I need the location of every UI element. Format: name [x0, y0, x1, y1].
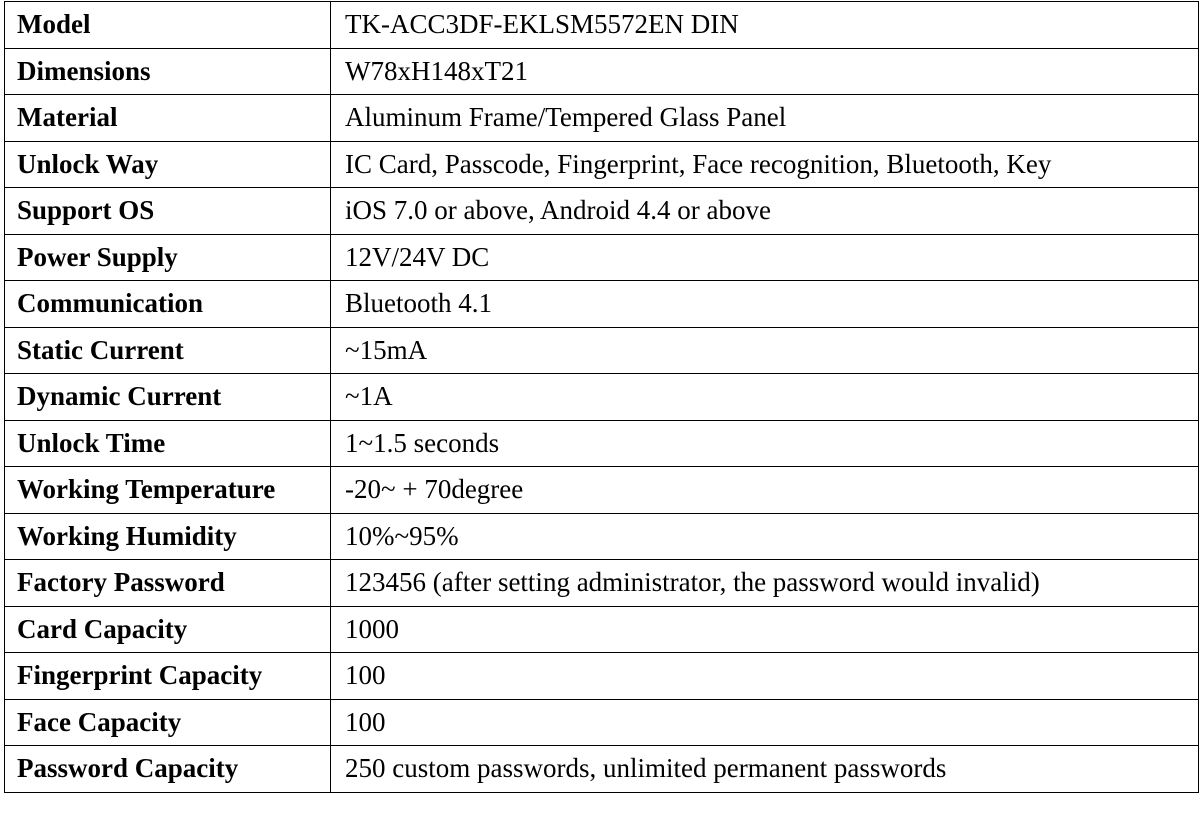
table-row-working-temperature	[5, 467, 1199, 514]
spec-value: -20~ + 70degree	[331, 467, 1199, 514]
spec-table-body	[5, 2, 1199, 793]
spec-label: Power Supply	[5, 234, 331, 281]
spec-label: Static Current	[5, 327, 331, 374]
spec-value: 12V/24V DC	[331, 234, 1199, 281]
table-row-fingerprint-capacity	[5, 653, 1199, 700]
spec-value: Bluetooth 4.1	[331, 281, 1199, 328]
table-row-unlock-time	[5, 420, 1199, 467]
table-row-factory-password	[5, 560, 1199, 607]
spec-value: W78xH148xT21	[331, 48, 1199, 95]
spec-value: 10%~95%	[331, 513, 1199, 560]
table-row-material	[5, 95, 1199, 142]
spec-value: TK-ACC3DF-EKLSM5572EN DIN	[331, 2, 1199, 49]
table-row-dynamic-current	[5, 374, 1199, 421]
spec-value: Aluminum Frame/Tempered Glass Panel	[331, 95, 1199, 142]
table-row-dimensions	[5, 48, 1199, 95]
table-row-unlock-way	[5, 141, 1199, 188]
spec-label: Communication	[5, 281, 331, 328]
spec-label: Working Humidity	[5, 513, 331, 560]
table-row-model	[5, 2, 1199, 49]
spec-label: Working Temperature	[5, 467, 331, 514]
spec-value: 123456 (after setting administrator, the password would invalid)	[331, 560, 1199, 607]
spec-table	[4, 1, 1199, 793]
spec-value: IC Card, Passcode, Fingerprint, Face recognition, Bluetooth, Key	[331, 141, 1199, 188]
spec-value: iOS 7.0 or above, Android 4.4 or above	[331, 188, 1199, 235]
spec-label: Model	[5, 2, 331, 49]
spec-value: 1000	[331, 606, 1199, 653]
spec-label: Dynamic Current	[5, 374, 331, 421]
spec-label: Face Capacity	[5, 699, 331, 746]
table-row-password-capacity	[5, 746, 1199, 793]
spec-label: Factory Password	[5, 560, 331, 607]
spec-value: 1~1.5 seconds	[331, 420, 1199, 467]
spec-label: Password Capacity	[5, 746, 331, 793]
spec-value: 100	[331, 653, 1199, 700]
table-row-power-supply	[5, 234, 1199, 281]
spec-label: Dimensions	[5, 48, 331, 95]
table-row-communication	[5, 281, 1199, 328]
table-row-face-capacity	[5, 699, 1199, 746]
spec-value: ~1A	[331, 374, 1199, 421]
spec-label: Unlock Way	[5, 141, 331, 188]
spec-label: Fingerprint Capacity	[5, 653, 331, 700]
table-row-support-os	[5, 188, 1199, 235]
spec-value: 250 custom passwords, unlimited permanent passwords	[331, 746, 1199, 793]
table-row-card-capacity	[5, 606, 1199, 653]
table-row-static-current	[5, 327, 1199, 374]
spec-label: Support OS	[5, 188, 331, 235]
spec-value: ~15mA	[331, 327, 1199, 374]
table-row-working-humidity	[5, 513, 1199, 560]
spec-label: Unlock Time	[5, 420, 331, 467]
spec-label: Material	[5, 95, 331, 142]
spec-label: Card Capacity	[5, 606, 331, 653]
spec-value: 100	[331, 699, 1199, 746]
